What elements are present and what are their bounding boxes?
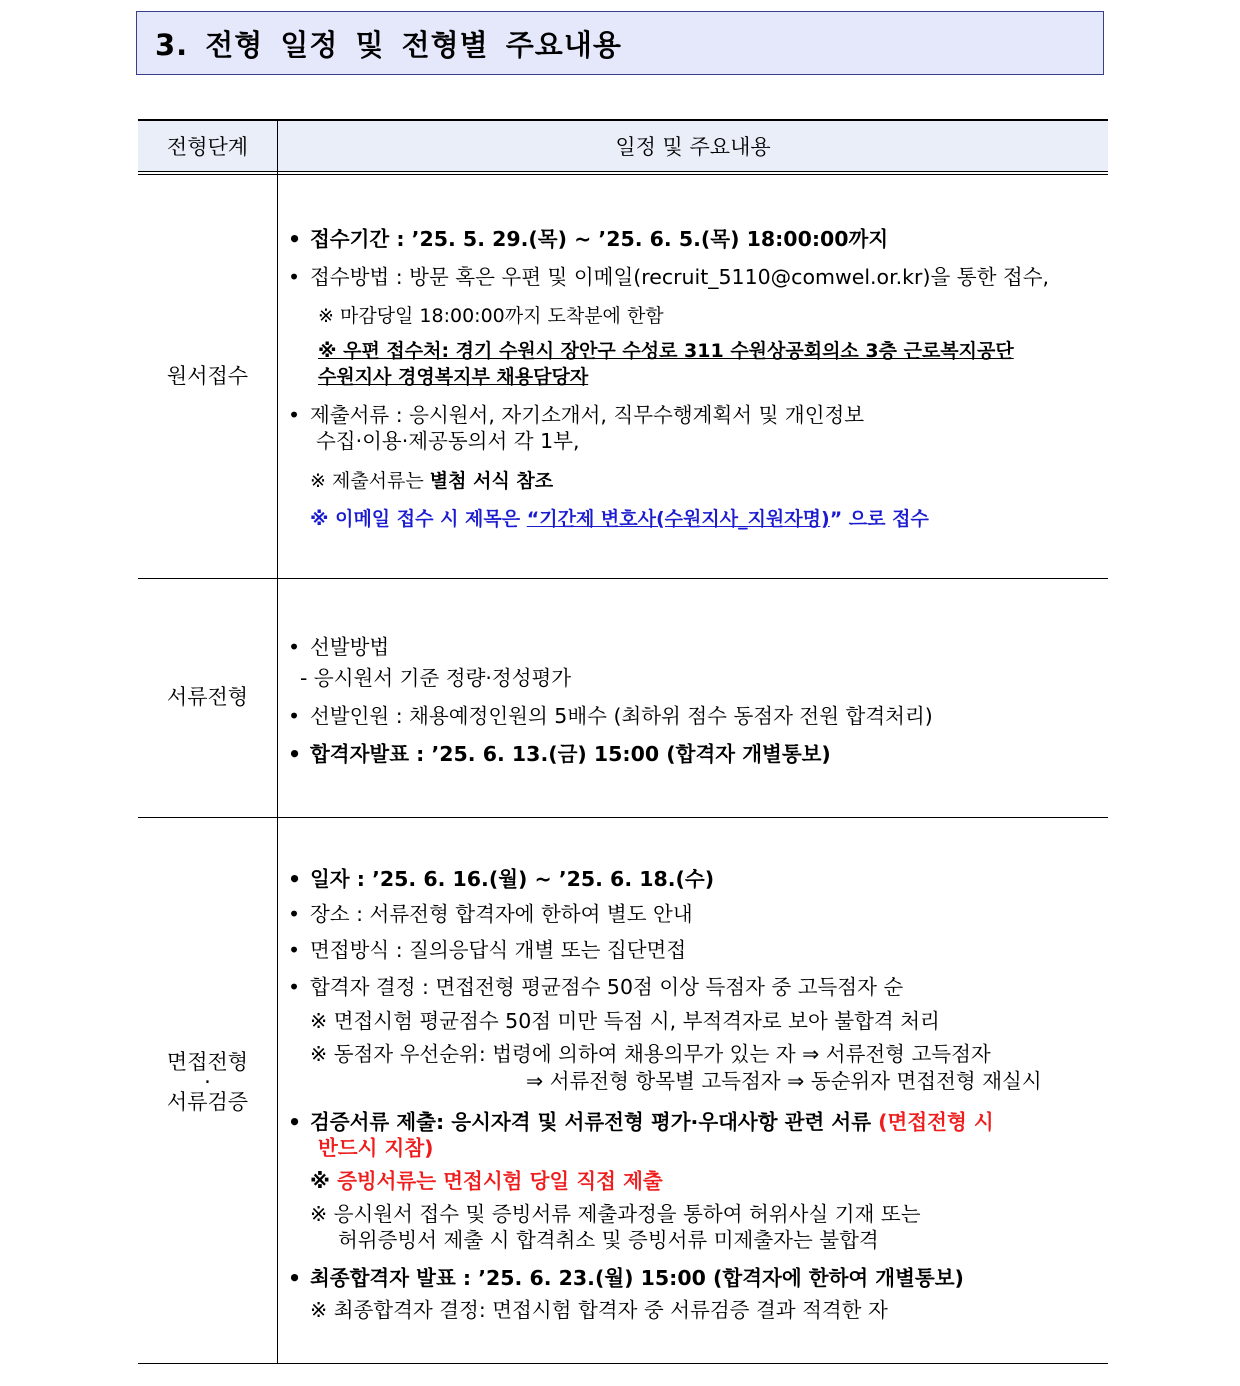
note-line: 허위증빙서 제출 시 합격취소 및 증빙서류 미제출자는 불합격 <box>338 1228 879 1252</box>
list-item: • 일자 : ’25. 6. 16.(월) ~ ’25. 6. 18.(수) <box>288 867 715 891</box>
note-line: 수원지사 경영복지부 채용담당자 <box>318 366 589 388</box>
header-detail: 일정 및 주요내용 <box>615 135 771 159</box>
list-item: • 최종합격자 발표 : ’25. 6. 23.(월) 15:00 (합격자에 한하여 개별통보) <box>288 1266 964 1290</box>
row-divider <box>138 817 1108 818</box>
note-line: ※ 제출서류는 별첨 서식 참조 <box>310 470 554 492</box>
header-divider-double <box>138 174 1108 175</box>
list-item: • 검증서류 제출: 응시자격 및 서류전형 평가·우대사항 관련 서류 (면접전형 시 <box>288 1110 994 1134</box>
stage-document-screening: 서류전형 <box>166 685 249 709</box>
section-title: 3. 전형 일정 및 전형별 주요내용 <box>136 11 1104 75</box>
note-line: ※ 증빙서류는 면접시험 당일 직접 제출 <box>310 1169 663 1193</box>
note-line: ※ 동점자 우선순위: 법령에 의하여 채용의무가 있는 자 ⇒ 서류전형 고득점자 <box>310 1042 991 1066</box>
row-divider <box>138 578 1108 579</box>
note-line: ※ 이메일 접수 시 제목은 “기간제 변호사(수원지사_지원자명)” 으로 접수 <box>310 508 929 530</box>
table-bottom-border <box>138 1363 1108 1364</box>
note-line: ※ 우편 접수처: 경기 수원시 장안구 수성로 311 수원상공회의소 3층 근로복지공단 <box>318 340 1014 362</box>
header-stage: 전형단계 <box>166 135 249 159</box>
note-line: ⇒ 서류전형 항목별 고득점자 ⇒ 동순위자 면접전형 재실시 <box>526 1069 1042 1093</box>
list-item-sub: - 응시원서 기준 정량·정성평가 <box>300 666 572 690</box>
header-divider <box>138 171 1108 172</box>
list-item: • 면접방식 : 질의응답식 개별 또는 집단면접 <box>288 938 687 962</box>
list-item: • 선발방법 <box>288 635 390 659</box>
list-item: • 제출서류 : 응시원서, 자기소개서, 직무수행계획서 및 개인정보 <box>288 403 865 427</box>
column-divider <box>277 121 278 1363</box>
list-item: • 접수방법 : 방문 혹은 우편 및 이메일(recruit_5110@comwel.or.kr)을 통한 접수, <box>288 265 1050 289</box>
note-line: ※ 마감당일 18:00:00까지 도착분에 한함 <box>318 305 664 327</box>
list-item-continuation: 반드시 지참) <box>318 1136 434 1160</box>
list-item: • 선발인원 : 채용예정인원의 5배수 (최하위 점수 동점자 전원 합격처리) <box>288 704 933 728</box>
note-line: ※ 면접시험 평균점수 50점 미만 득점 시, 부적격자로 보아 불합격 처리 <box>310 1009 940 1033</box>
list-item: • 합격자 결정 : 면접전형 평균점수 50점 이상 득점자 중 고득점자 순 <box>288 975 904 999</box>
list-item: • 합격자발표 : ’25. 6. 13.(금) 15:00 (합격자 개별통보) <box>288 742 831 766</box>
schedule-table <box>138 119 1108 1364</box>
note-line: ※ 최종합격자 결정: 면접시험 합격자 중 서류검증 결과 적격한 자 <box>310 1298 888 1322</box>
list-item-continuation: 수집·이용·제공동의서 각 1부, <box>316 429 580 453</box>
list-item: • 장소 : 서류전형 합격자에 한하여 별도 안내 <box>288 902 693 926</box>
stage-application: 원서접수 <box>166 364 249 388</box>
stage-interview-verification: 면접전형 · 서류검증 <box>166 1050 249 1114</box>
note-line: ※ 응시원서 접수 및 증빙서류 제출과정을 통하여 허위사실 기재 또는 <box>310 1202 921 1226</box>
list-item: • 접수기간 : ’25. 5. 29.(목) ~ ’25. 6. 5.(목) 18:00:00까지 <box>288 227 889 251</box>
